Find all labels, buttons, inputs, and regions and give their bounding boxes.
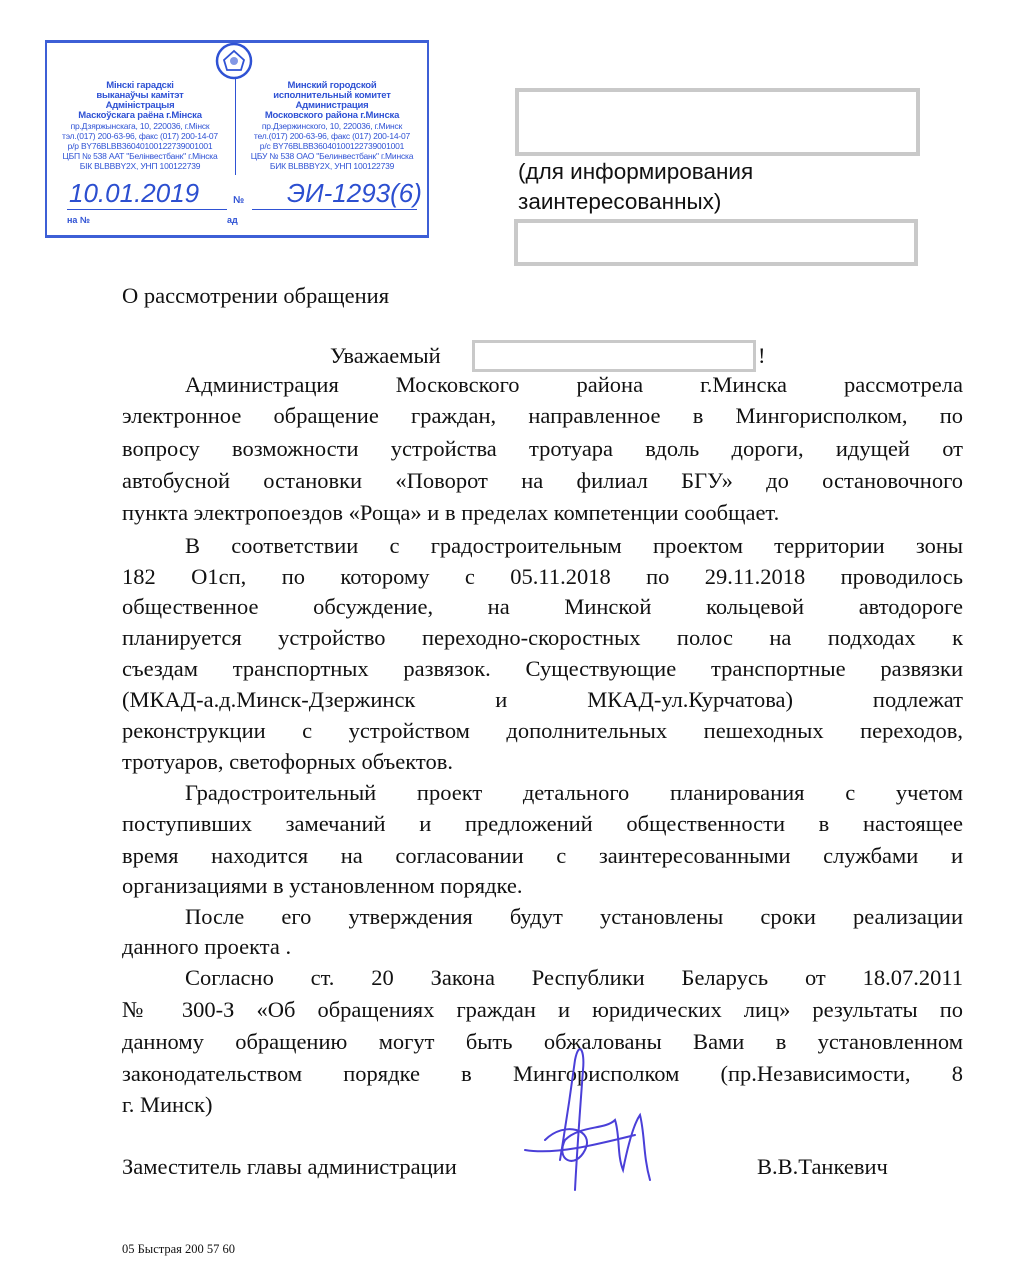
stamp-from-label: ад — [227, 215, 238, 225]
redacted-addressee — [515, 88, 920, 156]
stamp-line: БИК BLBBBY2X, УНП 100122739 — [269, 161, 395, 171]
body-line: съездам транспортных развязок. Существующие транспортные развязки — [122, 656, 963, 681]
stamp-line: пр.Дзяржынскага, 10, 220036, г.Мінск — [70, 121, 210, 131]
body-line: № 300-З «Об обращениях граждан и юридических лиц» результаты по — [122, 997, 963, 1022]
footer-contact: 05 Быстрая 200 57 60 — [122, 1242, 236, 1256]
stamp-line: выканаўчы камітэт — [96, 90, 184, 101]
signatory-name: В.В.Танкевич — [757, 1154, 888, 1179]
stamp-ref-label: на № — [67, 215, 90, 225]
registration-stamp — [45, 40, 429, 238]
body-line: автобусной остановки «Поворот на филиал БГУ» до остановочного — [122, 468, 963, 493]
stamp-line: БІК BLBBBY2X, УНП 100122739 — [79, 161, 201, 171]
stamp-line: Администрация — [295, 100, 369, 111]
greeting: Уважаемый — [330, 343, 441, 368]
addressee-line: (для информирования — [518, 159, 754, 184]
signatory-position: Заместитель главы администрации — [122, 1154, 457, 1179]
greeting-exclamation: ! — [758, 343, 766, 368]
body-line: В соответствии с градостроительным проектом территории зоны — [185, 533, 963, 558]
coat-of-arms-emblem — [204, 41, 264, 81]
body-line: организациями в установленном порядке. — [122, 873, 523, 898]
stamp-line: р/р BY76BLBB36040100122739001001 — [67, 141, 213, 151]
body-line: г. Минск) — [122, 1092, 213, 1117]
body-line: Градостроительный проект детального планирования с учетом — [185, 780, 963, 805]
stamp-line: ЦБП № 538 ААТ "Белінвестбанк" г.Мінска — [62, 151, 218, 161]
body-line: время находится на согласовании с заинтересованными службами и — [122, 843, 963, 868]
stamp-line: Московского района г.Минска — [264, 110, 400, 121]
stamp-line: Минский городской — [287, 80, 377, 91]
body-line: вопросу возможности устройства тротуара вдоль дороги, идущей от — [122, 436, 963, 461]
redacted-address — [514, 219, 918, 266]
body-line: Согласно ст. 20 Закона Республики Беларусь от 18.07.2011 — [185, 965, 963, 990]
addressee-line: заинтересованных) — [518, 189, 722, 214]
body-line: поступивших замечаний и предложений общественности в настоящее — [122, 811, 963, 836]
stamp-line: тэл.(017) 200-63-96, факс (017) 200-14-07 — [62, 131, 218, 141]
stamp-line: р/с BY76BLBB36040100122739001001 — [259, 141, 405, 151]
body-line: общественное обсуждение, на Минской кольцевой автодороге — [122, 594, 963, 619]
body-line: данному обращению могут быть обжалованы Вами в установленном — [122, 1029, 963, 1054]
stamp-belarusian-text — [47, 81, 233, 171]
stamp-line: ЦБУ № 538 ОАО "Белинвестбанк" г.Минска — [250, 151, 414, 161]
body-line: После его утверждения будут установлены сроки реализации — [185, 904, 963, 929]
body-line: (МКАД-а.д.Минск-Дзержинск и МКАД-ул.Курчатова) подлежат — [122, 687, 963, 712]
stamp-divider — [235, 79, 236, 175]
stamp-line: тел.(017) 200-63-96, факс (017) 200-14-07 — [253, 131, 411, 141]
body-line: данного проекта . — [122, 934, 292, 959]
stamp-line: Мінскі гарадскі — [106, 80, 174, 91]
stamp-date: 10.01.2019 — [69, 178, 200, 208]
stamp-line: исполнительный комитет — [273, 90, 391, 101]
body-line: электронное обращение граждан, направленное в Мингорисполком, по — [122, 403, 963, 428]
redacted-name — [472, 340, 756, 372]
stamp-line: Адміністрацыя — [105, 100, 175, 111]
stamp-number-label: № — [233, 195, 245, 206]
body-line: планируется устройство переходно-скоростных полос на подходах к — [122, 625, 963, 650]
stamp-line: Маскоўскага раёна г.Мінска — [78, 110, 202, 121]
stamp-russian-text — [239, 81, 425, 171]
subject-line: О рассмотрении обращения — [122, 283, 390, 308]
body-line: тротуаров, светофорных объектов. — [122, 749, 453, 774]
stamp-number: ЭИ-1293(6) — [287, 178, 422, 208]
body-line: пункта электропоездов «Роща» и в пределах компетенции сообщает. — [122, 500, 780, 525]
stamp-line: пр.Дзержинского, 10, 220036, г.Минск — [261, 121, 403, 131]
handwritten-signature — [505, 1030, 675, 1200]
body-line: реконструкции с устройством дополнительных пешеходных переходов, — [122, 718, 963, 743]
body-line: законодательством порядке в Мингорисполком (пр.Независимости, 8 — [122, 1061, 963, 1086]
body-line: 182 О1сп, по которому с 05.11.2018 по 29.11.2018 проводилось — [122, 564, 963, 589]
body-line: Администрация Московского района г.Минска рассмотрела — [185, 372, 963, 397]
